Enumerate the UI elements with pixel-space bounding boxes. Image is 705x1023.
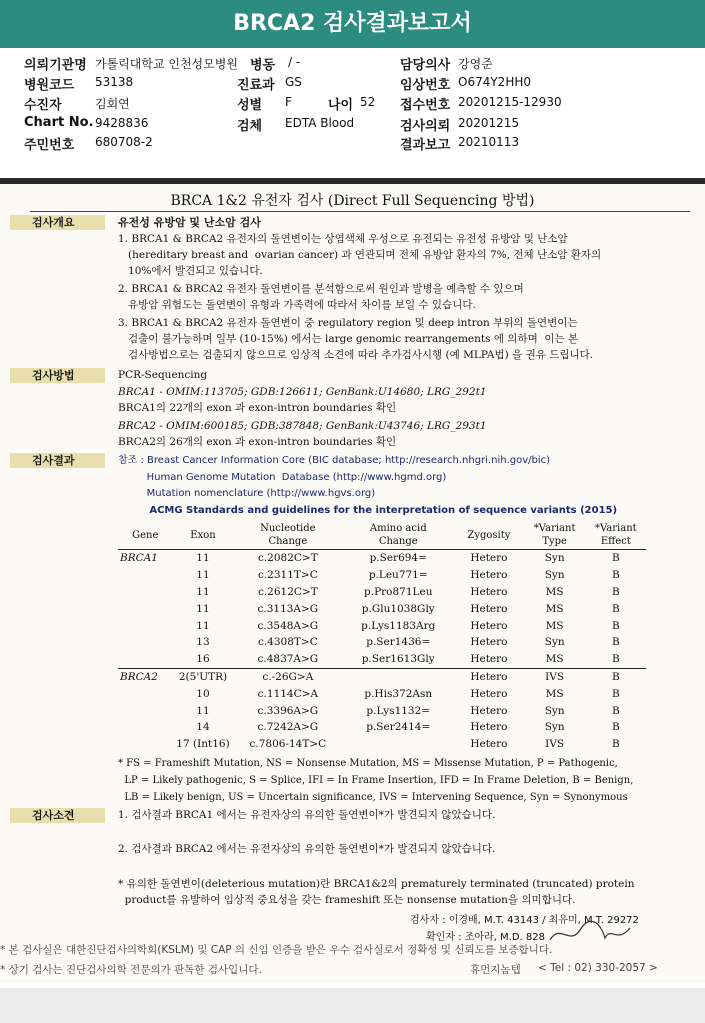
rrn-value: 680708-2 — [95, 135, 153, 149]
accreditation-note: * 본 검사실은 대한진단검사의학회(KSLM) 및 CAP 의 신임 인증을 받은 우수 검사실로서 정확성 및 신뢰도를 보증합니다. — [0, 944, 553, 956]
variant-type-cell: MS — [545, 585, 564, 598]
title-divider — [30, 211, 690, 212]
overview-label: 검사개요 — [10, 215, 105, 230]
opinion-brca2: 2. 검사결과 BRCA2 에서는 유전자상의 유의한 돌연변이*가 발견되지 않았습니다. — [118, 843, 496, 855]
variant-row — [118, 550, 646, 567]
zygosity-cell: Hetero — [470, 653, 508, 666]
exon-cell: 11 — [196, 619, 210, 632]
institution-label: 의뢰기관명 — [24, 58, 87, 73]
rrn-label: 주민번호 — [24, 138, 75, 153]
supervision-note: * 상기 검사는 진단검사의학 전문의가 판독한 검사입니다. — [0, 964, 262, 976]
report-title: BRCA2 검사결과보고서 — [233, 11, 472, 36]
zygosity-cell: Hetero — [470, 569, 508, 582]
gene-cell — [118, 651, 173, 668]
variant-effect-cell: B — [611, 585, 620, 598]
zygosity-cell: Hetero — [454, 668, 523, 685]
ward-label: 병동 — [250, 58, 276, 73]
zygosity-cell: Hetero — [470, 721, 508, 734]
nucleotide-cell: c.3113A>G — [257, 602, 319, 615]
gene-cell: BRCA2 — [118, 668, 173, 685]
reference-line: Mutation nomenclature (http://www.hgvs.org) — [118, 488, 376, 499]
nucleotide-cell: c.-26G>A — [233, 668, 342, 685]
variant-table — [118, 521, 646, 753]
specimen-label: 검체 — [237, 119, 263, 134]
zygosity-cell: Hetero — [470, 619, 508, 632]
overview-line: 유방암 위험도는 돌연변이 유형과 가족력에 따라서 차이를 보일 수 있습니다. — [118, 299, 476, 311]
variant-row — [118, 719, 646, 736]
variant-effect-cell: B — [611, 602, 620, 615]
amino-cell: p.Lys1183Arg — [361, 619, 436, 632]
variant-effect-cell: B — [611, 636, 620, 649]
sex-label: 성별 — [237, 98, 263, 113]
receipt-no-value: 20201215-12930 — [458, 95, 562, 109]
legend-line: * FS = Frameshift Mutation, NS = Nonsense Mutation, MS = Missense Mutation, P = Pathogenic, — [118, 758, 618, 769]
gene-cell: BRCA1 — [120, 552, 158, 565]
zygosity-cell: Hetero — [470, 704, 508, 717]
nucleotide-cell: c.2082C>T — [257, 552, 318, 565]
variant-row — [118, 634, 646, 651]
nucleotide-cell: c.2612C>T — [257, 585, 318, 598]
approver-signature: 확인자 : 조아라, M.D. 828 — [426, 932, 545, 943]
exon-cell: 16 — [196, 653, 210, 666]
variant-effect-cell: B — [611, 552, 620, 565]
gene-cell — [118, 567, 173, 584]
col-nucleotide: Nucleotide Change — [233, 521, 342, 550]
age-label: 나이 — [328, 98, 354, 113]
sex-value: F — [285, 95, 292, 109]
report-date-value: 20210113 — [458, 135, 520, 149]
amino-cell: p.Lys1132= — [366, 704, 431, 717]
overview-heading: 유전성 유방암 및 난소암 검사 — [118, 216, 261, 229]
nucleotide-cell: c.7806-14T>C — [249, 738, 327, 751]
report-date-label: 결과보고 — [400, 138, 451, 153]
gene-cell — [118, 634, 173, 651]
examinee-label: 수진자 — [24, 98, 62, 113]
doctor-label: 담당의사 — [400, 58, 451, 73]
tester-signature: 검사자 : 이경배, M.T. 43143 / 최유미, M.T. 29272 — [410, 915, 639, 926]
department-value: GS — [285, 75, 302, 89]
amino-cell: p.Leu771= — [368, 569, 428, 582]
reference-line: 참조 : Breast Cancer Information Core (BIC database; http://research.nhgri.nih.gov/bic) — [118, 455, 551, 466]
exon-cell: 11 — [196, 552, 210, 565]
amino-cell: p.Glu1038Gly — [361, 602, 435, 615]
nucleotide-cell: c.3396A>G — [257, 704, 319, 717]
overview-line: 검출이 불가능하며 일부 (10-15%) 에서는 large genomic rearrangements 에 의하며 이는 본 — [118, 333, 579, 345]
variant-type-cell: Syn — [544, 704, 565, 717]
method-line: PCR-Sequencing — [118, 369, 208, 381]
amino-cell: p.His372Asn — [364, 687, 433, 700]
zygosity-cell: Hetero — [470, 687, 508, 700]
variant-type-cell: Syn — [544, 721, 565, 734]
variant-type-cell: IVS — [524, 668, 586, 685]
test-title: BRCA 1&2 유전자 검사 (Direct Full Sequencing 방법) — [170, 193, 535, 209]
amino-cell — [342, 736, 454, 753]
exon-cell: 17 (Int16) — [176, 738, 230, 751]
zygosity-cell: Hetero — [470, 602, 508, 615]
variant-effect-cell: B — [611, 687, 620, 700]
nucleotide-cell: c.1114C>A — [257, 687, 319, 700]
gene-cell — [118, 702, 173, 719]
exon-cell: 2(5'UTR) — [173, 668, 234, 685]
lab-contact: < Tel : 02) 330-2057 > — [538, 962, 658, 974]
amino-cell: p.Ser694= — [369, 552, 427, 565]
variant-effect-cell: B — [611, 653, 620, 666]
nucleotide-cell: c.4837A>G — [257, 653, 319, 666]
method-line: BRCA2 - OMIM:600185; GDB:387848; GenBank:U43746; LRG_293t1 — [118, 420, 487, 432]
test-report-card — [0, 178, 705, 983]
variant-type-cell: MS — [545, 653, 564, 666]
nucleotide-cell: c.7242A>G — [257, 721, 319, 734]
gene-cell — [118, 685, 173, 702]
variant-effect-cell: B — [611, 721, 620, 734]
opinion-brca1: 1. 검사결과 BRCA1 에서는 유전자상의 유의한 돌연변이*가 발견되지 않았습니다. — [118, 809, 496, 821]
variant-row — [118, 685, 646, 702]
overview-line: 1. BRCA1 & BRCA2 유전자의 돌연변이는 상염색체 우성으로 유전되는 유전성 유방암 및 난소암 — [118, 233, 568, 245]
exon-cell: 11 — [196, 602, 210, 615]
gene-cell — [118, 736, 173, 753]
chart-no-value: 9428836 — [95, 116, 149, 130]
gene-cell — [118, 600, 173, 617]
col-zygosity: Zygosity — [454, 521, 523, 550]
exon-cell: 11 — [196, 704, 210, 717]
exon-cell: 11 — [196, 569, 210, 582]
variant-effect-cell: B — [611, 569, 620, 582]
hospital-code-label: 병원코드 — [24, 78, 75, 93]
exon-cell: 14 — [196, 721, 210, 734]
legend-line: LB = Likely benign, US = Uncertain significance, IVS = Intervening Sequence, Syn = Synonymous — [118, 792, 628, 803]
col-gene: Gene — [118, 521, 173, 550]
variant-type-cell: Syn — [544, 569, 565, 582]
legend-line: LP = Likely pathogenic, S = Splice, IFI = In Frame Insertion, IFD = In Frame Deletion, B = Benign, — [118, 775, 634, 786]
method-line: BRCA1의 22개의 exon 과 exon-intron boundaries 확인 — [118, 402, 397, 414]
definition-line: product를 유발하여 임상적 중요성을 갖는 frameshift 또는 nonsense mutation을 의미합니다. — [118, 894, 576, 906]
amino-cell: p.Ser1436= — [366, 636, 431, 649]
variant-type-cell: MS — [545, 687, 564, 700]
handwritten-signature — [545, 918, 635, 948]
examinee-value: 김회연 — [95, 97, 130, 111]
reference-line: Human Genome Mutation Database (http://www.hgmd.org) — [118, 472, 447, 483]
variant-row — [118, 567, 646, 584]
method-line: BRCA1 - OMIM:113705; GDB:126611; GenBank:U14680; LRG_292t1 — [118, 386, 487, 398]
chart-no-label: Chart No. — [24, 115, 94, 130]
nucleotide-cell: c.2311T>C — [257, 569, 318, 582]
overview-line: 2. BRCA1 & BRCA2 유전자 돌연변이를 분석함으로써 원인과 발병을 예측할 수 있으며 — [118, 283, 524, 295]
gene-cell — [118, 617, 173, 634]
zygosity-cell: Hetero — [470, 636, 508, 649]
institution-value: 가톨릭대학교 인천성모병원 — [95, 57, 238, 71]
request-date-value: 20201215 — [458, 116, 520, 130]
col-variant-effect: *Variant Effect — [586, 521, 646, 550]
clinical-no-value: O674Y2HH0 — [458, 75, 531, 89]
col-exon: Exon — [173, 521, 234, 550]
col-amino: Amino acid Change — [342, 521, 454, 550]
report-title-banner — [0, 0, 705, 48]
specimen-value: EDTA Blood — [285, 116, 355, 130]
amino-cell — [342, 668, 454, 685]
reference-line: ACMG Standards and guidelines for the interpretation of sequence variants (2015) — [118, 505, 618, 516]
variant-row — [118, 668, 646, 685]
variant-type-cell: Syn — [544, 552, 565, 565]
exon-cell: 10 — [196, 687, 210, 700]
variant-row — [118, 702, 646, 719]
method-label: 검사방법 — [10, 368, 105, 383]
overview-line: 10%에서 발견되고 있습니다. — [118, 265, 263, 277]
variant-effect-cell: B — [611, 738, 620, 751]
zygosity-cell: Hetero — [470, 738, 508, 751]
ward-value: / - — [288, 55, 301, 69]
amino-cell: p.Pro871Leu — [364, 585, 433, 598]
variant-row — [118, 736, 646, 753]
lab-name: 휴먼지놈텝 — [470, 964, 521, 976]
page-bottom-band — [0, 988, 705, 1023]
exon-cell: 11 — [196, 585, 210, 598]
zygosity-cell: Hetero — [470, 552, 508, 565]
amino-cell: p.Ser1613Gly — [361, 653, 435, 666]
hospital-code-value: 53138 — [95, 75, 134, 89]
variant-effect-cell: B — [586, 668, 646, 685]
age-value: 52 — [360, 95, 376, 109]
variant-effect-cell: B — [611, 704, 620, 717]
variant-row — [118, 600, 646, 617]
department-label: 진료과 — [237, 78, 275, 93]
variant-row — [118, 584, 646, 601]
overview-line: 검사방법으로는 검출되지 않으므로 임상적 소견에 따라 추가검사시행 (예 MLPA법) 을 권유 드립니다. — [118, 349, 594, 361]
clinical-no-label: 임상번호 — [400, 78, 451, 93]
definition-line: * 유의한 돌연변이(deleterious mutation)란 BRCA1&2의 prematurely terminated (truncated) protein — [118, 878, 635, 890]
variant-row — [118, 651, 646, 668]
request-date-label: 검사의뢰 — [400, 119, 451, 134]
method-line: BRCA2의 26개의 exon 과 exon-intron boundaries 확인 — [118, 436, 397, 448]
receipt-no-label: 접수번호 — [400, 98, 451, 113]
exon-cell: 13 — [196, 636, 210, 649]
col-variant-type: *Variant Type — [524, 521, 586, 550]
result-label: 검사결과 — [10, 453, 105, 468]
gene-cell — [118, 719, 173, 736]
overview-line: 3. BRCA1 & BRCA2 유전자 돌연변이 중 regulatory region 및 deep intron 부위의 돌연변이는 — [118, 317, 578, 329]
variant-table-header — [118, 521, 646, 550]
variant-type-cell: IVS — [545, 738, 565, 751]
nucleotide-cell: c.4308T>C — [257, 636, 318, 649]
variant-type-cell: Syn — [544, 636, 565, 649]
doctor-value: 강영준 — [458, 57, 493, 71]
variant-type-cell: MS — [545, 602, 564, 615]
zygosity-cell: Hetero — [470, 585, 508, 598]
card-top-border — [0, 178, 705, 184]
gene-cell — [118, 584, 173, 601]
variant-type-cell: MS — [545, 619, 564, 632]
overview-line: (hereditary breast and ovarian cancer) 과 연관되며 전체 유방암 환자의 7%, 전체 난소암 환자의 — [118, 249, 602, 261]
variant-row — [118, 617, 646, 634]
amino-cell: p.Ser2414= — [366, 721, 431, 734]
variant-effect-cell: B — [611, 619, 620, 632]
opinion-label: 검사소견 — [10, 808, 105, 823]
nucleotide-cell: c.3548A>G — [257, 619, 319, 632]
